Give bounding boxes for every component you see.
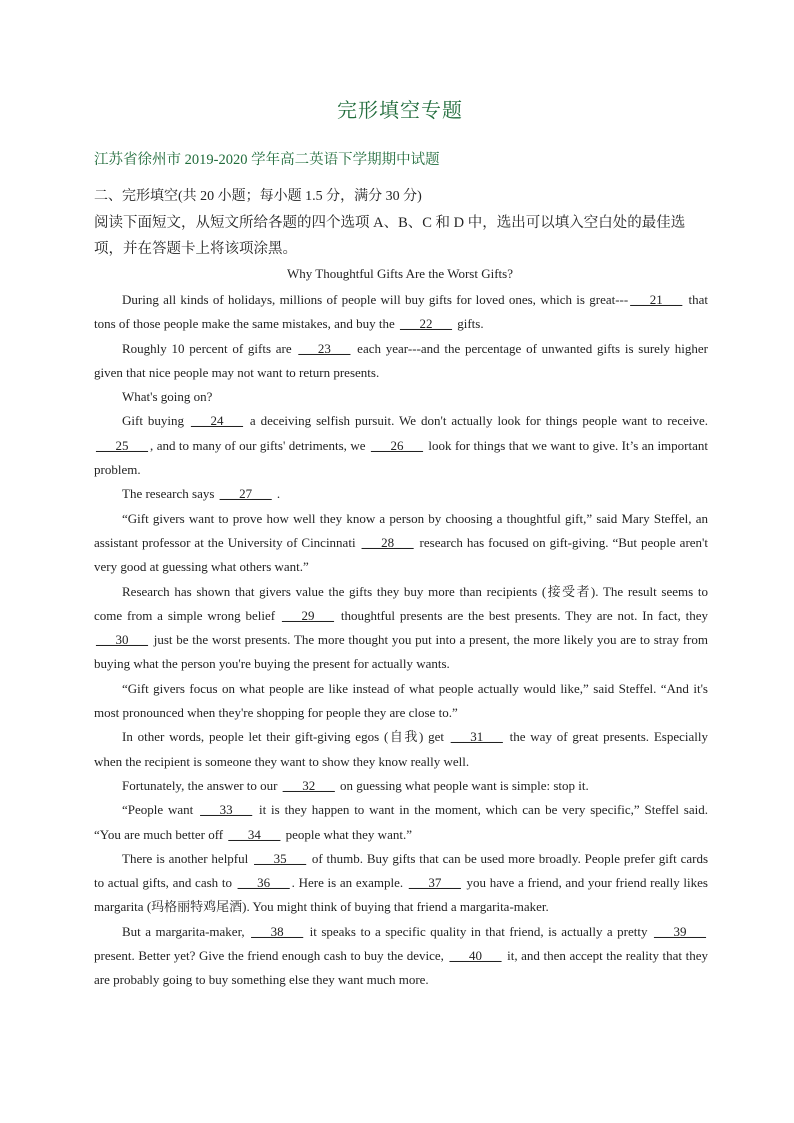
answer-blank: ___40___ — [449, 948, 502, 964]
answer-blank: ___37___ — [408, 875, 461, 891]
answer-blank: ___26___ — [370, 437, 423, 453]
text-run: gifts. — [453, 316, 484, 332]
answer-blank: ___25___ — [96, 437, 148, 453]
text-run: The research says — [122, 486, 218, 502]
text-run: a deceiving selfish pursuit. We don't actually look for things people want to receive. — [244, 413, 709, 429]
text-run: What's going on? — [122, 389, 213, 405]
paragraph — [94, 288, 708, 337]
answer-blank: ___35___ — [254, 850, 307, 866]
paragraph — [94, 482, 708, 506]
answer-blank: ___34___ — [228, 826, 281, 842]
text-run: . — [273, 486, 281, 502]
source-line: 江苏省徐州市 2019-2020 学年高二英语下学期期中试题 — [94, 152, 440, 168]
text-run: “Gift givers want to prove how well they know a person by choosing a thoughtful gift,” said Mary Steffel, an assistant professor at the University of Cincinnati — [94, 510, 708, 550]
answer-blank: ___33___ — [200, 802, 253, 818]
paragraph — [94, 798, 708, 847]
answer-blank: ___23___ — [298, 340, 351, 356]
instructions: 阅读下面短文，从短文所给各题的四个选项 A、B、C 和 D 中，选出可以填入空白处的最佳选项，并在答题卡上将该项涂黑。 — [94, 215, 686, 257]
answer-blank: ___39___ — [654, 923, 706, 939]
paragraph — [94, 409, 708, 482]
text-run: on guessing what people want is simple: stop it. — [336, 777, 589, 793]
text-run: the way of great presents. Especially when the recipient is someone they want to show they know really well. — [94, 729, 708, 769]
section-heading: 二、完形填空(共 20 小题；每小题 1.5 分，满分 30 分) — [94, 189, 422, 204]
answer-blank: ___24___ — [190, 413, 243, 429]
paragraph — [94, 920, 708, 993]
answer-blank: ___31___ — [450, 729, 503, 745]
page-title: 完形填空专题 — [337, 100, 463, 122]
text-run: Gift buying — [122, 413, 189, 429]
text-run: present. Better yet? Give the friend enough cash to buy the device, — [94, 948, 448, 964]
paragraph — [94, 677, 708, 726]
answer-blank: ___27___ — [219, 486, 272, 502]
answer-blank: ___22___ — [399, 316, 452, 332]
text-run: In other words, people let their gift-giving egos (自我) get — [122, 729, 449, 745]
text-run: , and to many of our gifts' detriments, we — [150, 437, 369, 453]
answer-blank: ___36___ — [237, 875, 290, 891]
text-run: “People want — [122, 802, 199, 818]
paragraph — [94, 725, 708, 774]
text-run: But a margarita-maker, — [122, 923, 250, 939]
paragraph — [94, 580, 708, 677]
text-run: each year---and the percentage of unwanted gifts is surely higher given that nice people may not want to return presents. — [94, 340, 709, 380]
paragraph — [94, 385, 708, 409]
text-run: you have a friend, and your friend really likes margarita (玛格丽特鸡尾酒). You might think of buying that friend a margarita-maker. — [94, 875, 708, 915]
answer-blank: ___29___ — [281, 607, 334, 623]
text-run: . Here is an example. — [291, 875, 407, 891]
text-run: it is they happen to want in the moment, which can be very specific,” Steffel said. “You are much better off — [94, 802, 708, 842]
paragraph — [94, 774, 708, 798]
answer-blank: ___38___ — [251, 923, 304, 939]
text-run: of thumb. Buy gifts that can be used more broadly. People prefer gift cards to actual gifts, and cash to — [94, 850, 708, 891]
paragraph — [94, 847, 708, 920]
text-run: research has focused on gift-giving. “But people aren't very good at guessing what others want.” — [94, 534, 708, 575]
answer-blank: ___28___ — [361, 534, 414, 550]
answer-blank: ___21___ — [630, 292, 683, 307]
text-run: look for things that we want to give. It’s an important problem. — [94, 437, 708, 478]
text-run: people what they want.” — [282, 826, 412, 842]
text-run: Roughly 10 percent of gifts are — [122, 340, 297, 356]
paragraph — [94, 337, 708, 386]
text-run: that tons of those people make the same mistakes, and buy the — [94, 292, 709, 332]
text-run: Research has shown that givers value the gifts they buy more than recipients (接受者). The result seems to come from a simple wrong belief — [94, 583, 708, 623]
paragraph — [94, 507, 708, 580]
answer-blank: ___30___ — [96, 632, 148, 648]
text-run: Fortunately, the answer to our — [122, 777, 281, 793]
text-run: it, and then accept the reality that they are probably going to buy something else they want much more. — [94, 948, 709, 988]
answer-blank: ___32___ — [282, 777, 335, 793]
text-run: During all kinds of holidays, millions of people will buy gifts for loved ones, which is great--- — [122, 292, 629, 307]
article-title: Why Thoughtful Gifts Are the Worst Gifts? — [287, 266, 513, 281]
passage — [94, 288, 708, 993]
text-run: There is another helpful — [122, 850, 253, 866]
text-run: just be the worst presents. The more thought you put into a present, the more likely you are to stray from buying what the person you're buying the present for actually wants. — [94, 632, 708, 672]
text-run: “Gift givers focus on what people are like instead of what people actually would like,” said Steffel. “And it's most pronounced when they're shopping for people they are close to.” — [94, 680, 708, 721]
text-run: it speaks to a specific quality in that friend, is actually a pretty — [305, 923, 652, 939]
text-run: thoughtful presents are the best presents. They are not. In fact, they — [335, 607, 708, 623]
